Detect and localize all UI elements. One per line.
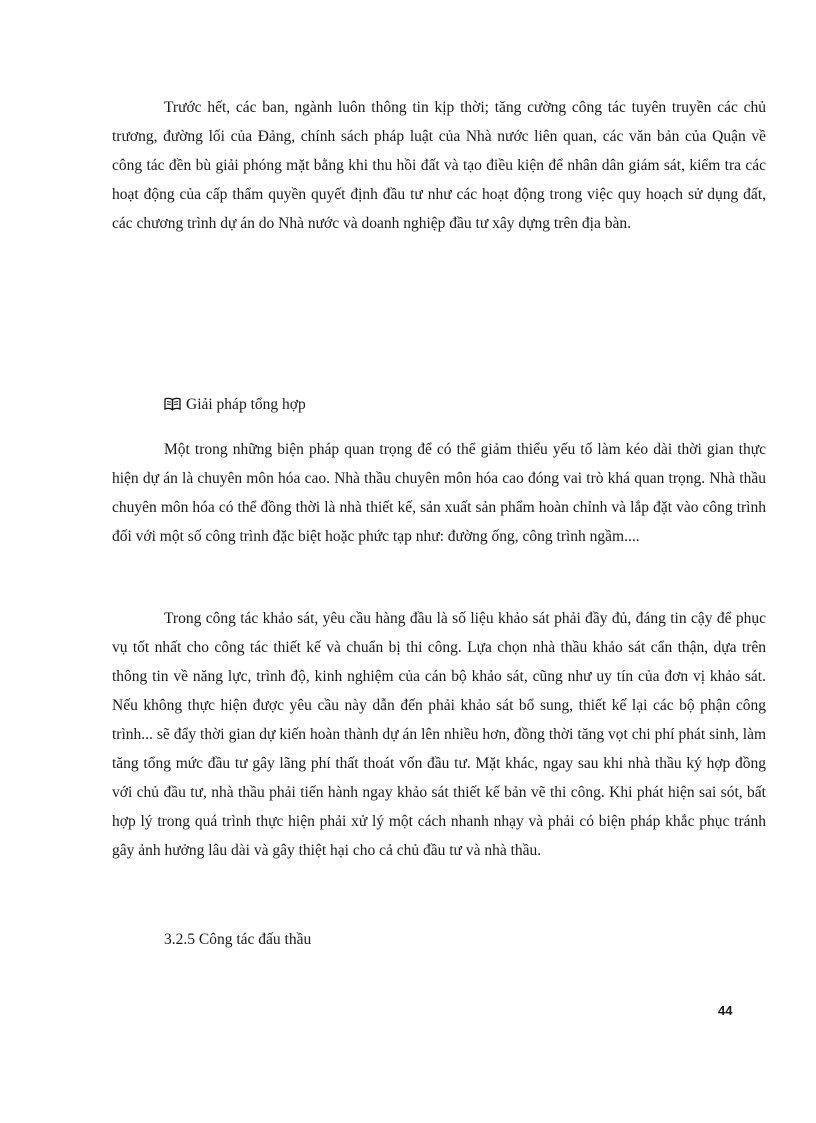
section-heading-text: Giải pháp tổng hợp	[186, 396, 306, 413]
paragraph-specialization: Một trong những biện pháp quan trọng để có thể giảm thiểu yếu tố làm kéo dài thời gian thực hiện dự án là chuyên môn hóa cao. Nhà thầu chuyên môn hóa cao đóng vai trò khá quan trọng. Nhà thầu chuyên môn hóa có thể đồng thời là nhà thiết kế, sản xuất sản phẩm hoàn chỉnh và lắp đặt vào công trình đối với một số công trình đặc biệt hoặc phức tạp như: đường ống, công trình ngầm....	[112, 441, 766, 545]
page-number: 44	[718, 1003, 733, 1018]
section-heading-general-solution	[164, 390, 306, 421]
section-heading-bidding: 3.2.5 Công tác đấu thầu	[164, 931, 312, 948]
open-book-icon	[164, 392, 181, 421]
paragraph-survey: Trong công tác khảo sát, yêu cầu hàng đầu là số liệu khảo sát phải đầy đủ, đáng tin cậy để phục vụ tốt nhất cho công tác thiết kế và chuẩn bị thi công. Lựa chọn nhà thầu khảo sát cẩn thận, dựa trên thông tin về năng lực, trình độ, kinh nghiệm của cán bộ khảo sát, cũng như uy tín của đơn vị khảo sát. Nếu không thực hiện được yêu cầu này dẫn đến phải khảo sát bổ sung, thiết kế lại các bộ phận công trình... sẽ đẩy thời gian dự kiến hoàn thành dự án lên nhiều hơn, đồng thời tăng vọt chi phí phát sinh, làm tăng tổng mức đầu tư gây lãng phí thất thoát vốn đầu tư. Mặt khác, ngay sau khi nhà thầu ký hợp đồng với chủ đầu tư, nhà thầu phải tiến hành ngay khảo sát thiết kế bản vẽ thi công. Khi phát hiện sai sót, bất hợp lý trong quá trình thực hiện phải xử lý một cách nhanh nhạy và phải có biện pháp khắc phục tránh gây ảnh hưởng lâu dài và gây thiệt hại cho cả chủ đầu tư và nhà thầu.	[112, 610, 766, 859]
paragraph-propaganda: Trước hết, các ban, ngành luôn thông tin kịp thời; tăng cường công tác tuyên truyền các chủ trương, đường lối của Đảng, chính sách pháp luật của Nhà nước liên quan, các văn bản của Quận về công tác đền bù giải phóng mặt bằng khi thu hồi đất và tạo điều kiện để nhân dân giám sát, kiểm tra các hoạt động của cấp thẩm quyền quyết định đầu tư như các hoạt động trong việc quy hoạch sử dụng đất, các chương trình dự án do Nhà nước và doanh nghiệp đầu tư xây dựng trên địa bàn.	[112, 99, 766, 232]
